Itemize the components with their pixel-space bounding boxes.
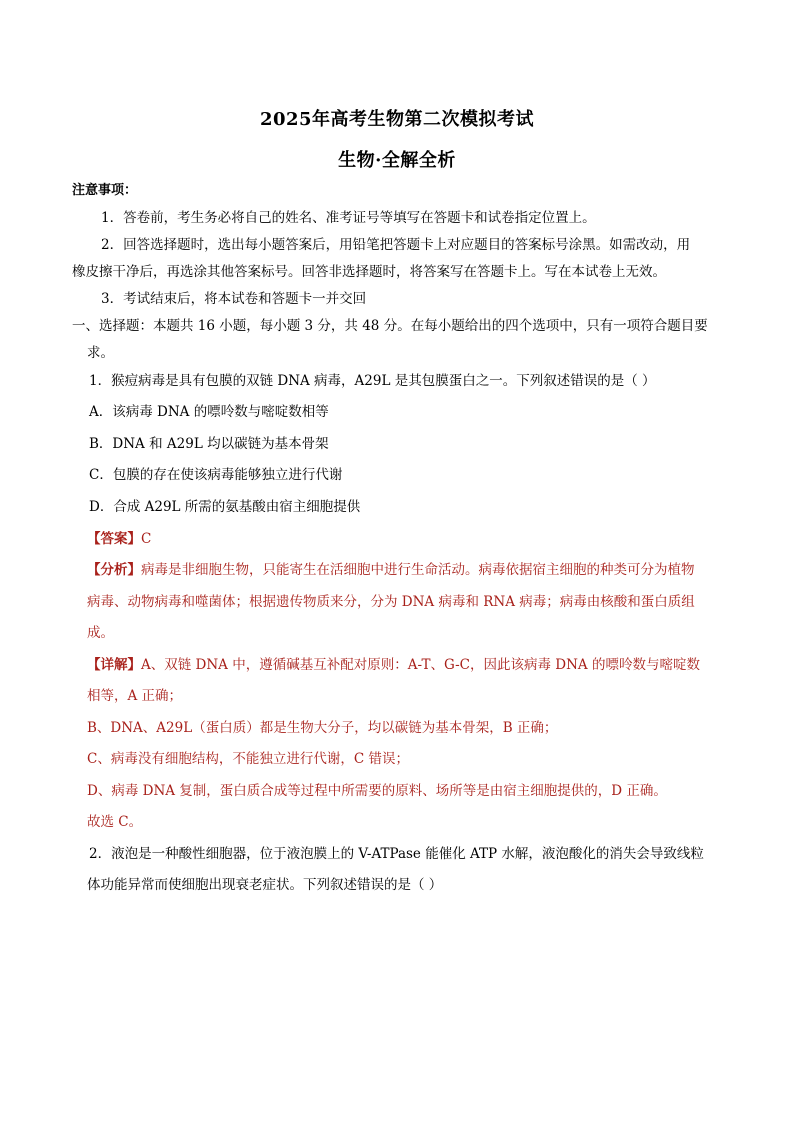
detail-tag: 【详解】 [87, 657, 141, 673]
question-1-stem: 1．猴痘病毒是具有包膜的双链 DNA 病毒，A29L 是其包膜蛋白之一。下列叙述错误的是（ ） [89, 373, 656, 389]
notice-item-3: 3．考试结束后，将本试卷和答题卡一并交回 [101, 291, 367, 307]
question-2-stem-line-2: 体功能异常而使细胞出现衰老症状。下列叙述错误的是（ ） [87, 877, 443, 893]
question-1-analysis-line-1 [87, 560, 695, 580]
answer-tag: 【答案】 [87, 531, 141, 547]
question-1-analysis-line-3: 成。 [87, 625, 114, 641]
question-1-option-c: C．包膜的存在使该病毒能够独立进行代谢 [89, 467, 343, 483]
detail-text: A、双链 DNA 中，遵循碱基互补配对原则：A-T、G-C，因此该病毒 DNA 的嘌呤数与嘧啶数 [141, 657, 700, 673]
question-1-analysis-line-2: 病毒、动物病毒和噬菌体；根据遗传物质来分，分为 DNA 病毒和 RNA 病毒；病毒由核酸和蛋白质组 [87, 594, 695, 610]
question-1-answer [87, 529, 151, 549]
section-heading-line-1: 一、选择题：本题共 16 小题，每小题 3 分，共 48 分。在每小题给出的四个选项中，只有一项符合题目要 [72, 318, 708, 334]
question-2-stem-line-1: 2．液泡是一种酸性细胞器，位于液泡膜上的 V-ATPase 能催化 ATP 水解，液泡酸化的消失会导致线粒 [89, 846, 704, 862]
analysis-tag: 【分析】 [87, 562, 141, 578]
question-1-detail-line-6: 故选 C。 [87, 814, 143, 830]
question-1-option-a: A．该病毒 DNA 的嘌呤数与嘧啶数相等 [89, 404, 329, 420]
notice-item-1: 1．答卷前，考生务必将自己的姓名、准考证号等填写在答题卡和试卷指定位置上。 [101, 210, 596, 226]
notice-item-2-line-2: 橡皮擦干净后，再选涂其他答案标号。回答非选择题时，将答案写在答题卡上。写在本试卷上无效。 [72, 264, 666, 280]
question-1-option-b: B．DNA 和 A29L 均以碳链为基本骨架 [89, 436, 329, 452]
exam-title: 2025年高考生物第二次模拟考试 [259, 109, 535, 130]
question-1-detail-line-2: 相等，A 正确； [87, 688, 183, 704]
question-1-detail-line-3: B、DNA、A29L（蛋白质）都是生物大分子，均以碳链为基本骨架，B 正确； [87, 720, 558, 736]
section-heading-line-2: 求。 [87, 345, 114, 361]
exam-subtitle: 生物·全解全析 [338, 150, 456, 171]
question-1-detail-line-4: C、病毒没有细胞结构，不能独立进行代谢，C 错误； [87, 751, 409, 767]
notice-heading: 注意事项： [72, 183, 138, 198]
question-1-detail-line-1 [87, 655, 700, 675]
question-1-detail-line-5: D、病毒 DNA 复制，蛋白质合成等过程中所需要的原料、场所等是由宿主细胞提供的，D 正确。 [87, 783, 667, 799]
notice-item-2-line-1: 2．回答选择题时，选出每小题答案后，用铅笔把答题卡上对应题目的答案标号涂黑。如需改动，用 [101, 237, 691, 253]
analysis-text: 病毒是非细胞生物，只能寄生在活细胞中进行生命活动。病毒依据宿主细胞的种类可分为植物 [141, 562, 695, 578]
answer-value: C [141, 531, 152, 547]
question-1-option-d: D．合成 A29L 所需的氨基酸由宿主细胞提供 [89, 499, 361, 515]
